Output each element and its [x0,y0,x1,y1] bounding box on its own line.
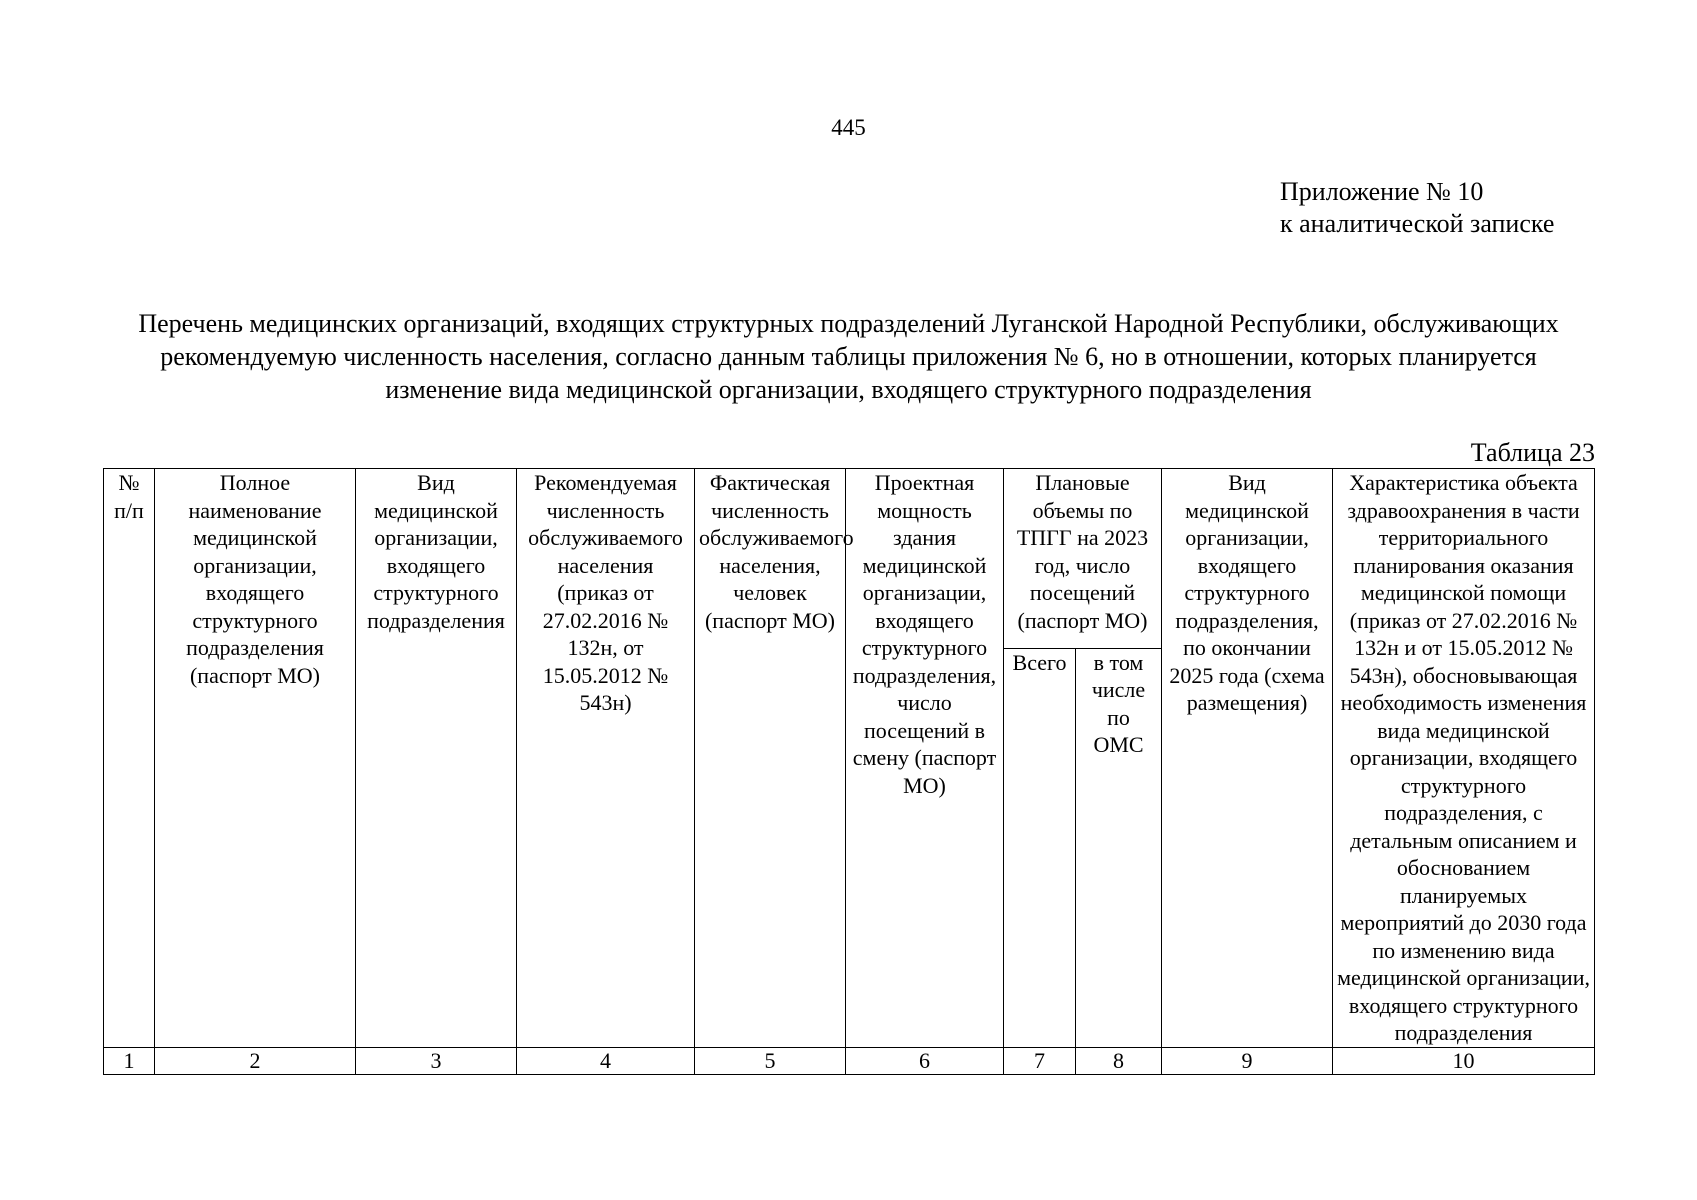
header-recommended-population: Рекомендуемая численность обслуживаемого населения (приказ от 27.02.2016 № 132н, от 15.05.2012 № 543н) [517,469,695,1048]
column-number: 4 [517,1047,695,1074]
column-number: 10 [1333,1047,1595,1074]
column-number: 6 [846,1047,1004,1074]
data-table [103,468,1595,1075]
column-number: 5 [695,1047,846,1074]
header-org-type-2025: Вид медицинской организации, входящего структурного подразделения, по окончании 2025 года (схема размещения) [1162,469,1333,1048]
header-characteristic: Характеристика объекта здравоохранения в части территориального планирования оказания медицинской помощи (приказ от 27.02.2016 № 132н и от 15.05.2012 № 543н), обосновывающая необходимость изменения вида медицинской организации, входящего структурного подразделения, с детальным описанием и обоснованием планируемых мероприятий до 2030 года по изменению вида медицинской организации, входящего структурного подразделения [1333,469,1595,1048]
document-title: Перечень медицинских организаций, входящих структурных подразделений Луганской Народной Республики, обслуживающих рекомендуемую численность населения, согласно данным таблицы приложения № 6, но в отношении, которых планируется изменение вида медицинской организации, входящего структурного подразделения [138,309,1559,404]
column-number: 8 [1076,1047,1162,1074]
appendix-line-2: к аналитической записке [1280,209,1555,238]
header-actual-population: Фактическая численность обслуживаемого населения, человек (паспорт МО) [695,469,846,1048]
table-label: Таблица 23 [1470,438,1595,467]
column-number-row [104,1047,1595,1074]
header-org-name: Полное наименование медицинской организации, входящего структурного подразделения (паспорт МО) [155,469,356,1048]
column-number: 9 [1162,1047,1333,1074]
column-number: 1 [104,1047,155,1074]
column-number: 7 [1004,1047,1076,1074]
appendix-line-1: Приложение № 10 [1280,177,1484,206]
table-header-row [104,469,1595,649]
appendix-note [1280,176,1697,240]
header-design-capacity: Проектная мощность здания медицинской организации, входящего структурного подразделения, число посещений в смену (паспорт МО) [846,469,1004,1048]
header-total: Всего [1004,648,1076,1047]
header-org-type: Вид медицинской организации, входящего структурного подразделения [356,469,517,1048]
header-oms: в том числе по ОМС [1076,648,1162,1047]
column-number: 3 [356,1047,517,1074]
header-number: № п/п [104,469,155,1048]
header-planned-volumes: Плановые объемы по ТПГГ на 2023 год, число посещений (паспорт МО) [1004,469,1162,649]
page-number: 445 [831,115,866,140]
column-number: 2 [155,1047,356,1074]
